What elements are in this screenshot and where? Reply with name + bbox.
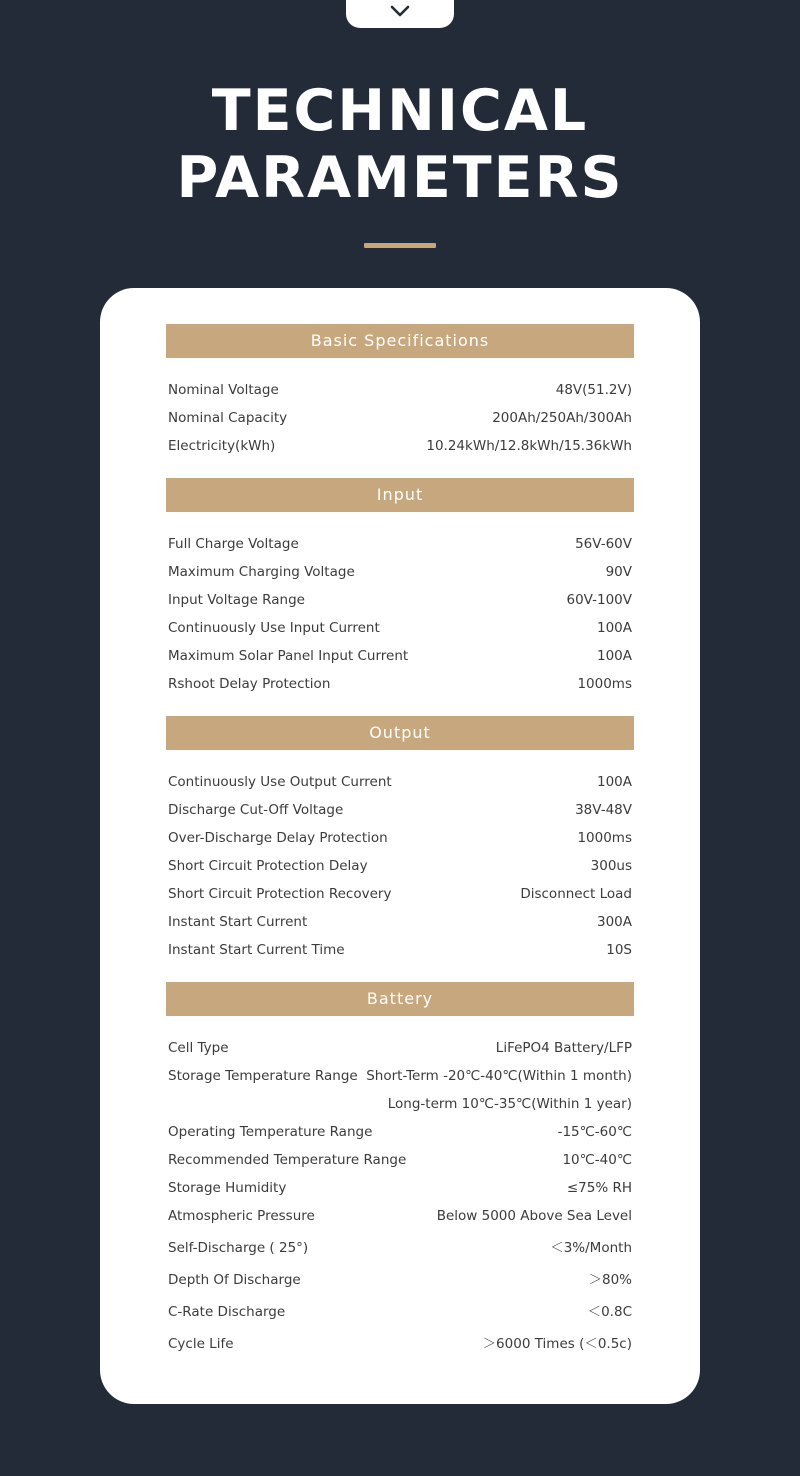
spec-label: Atmospheric Pressure [168,1207,315,1224]
spec-row [166,1262,634,1294]
spec-row [166,614,634,642]
spec-label: Instant Start Current Time [168,941,345,958]
spec-section [166,716,634,964]
spec-row [166,824,634,852]
title-divider [364,243,436,248]
spec-row [166,796,634,824]
spec-row [166,936,634,964]
section-heading: Basic Specifications [166,324,634,358]
spec-row [166,558,634,586]
spec-row [166,642,634,670]
spec-value: 10.24kWh/12.8kWh/15.36kWh [426,437,632,454]
spec-row [166,768,634,796]
spec-value: ≤75% RH [566,1179,632,1196]
spec-row [166,670,634,698]
spec-value: 38V-48V [575,801,632,818]
spec-value: Disconnect Load [520,885,632,902]
spec-row [166,530,634,558]
spec-row [166,1202,634,1230]
spec-value: ＜3%/Month [550,1239,632,1256]
spec-row [166,852,634,880]
spec-value: 10S [606,941,632,958]
spec-row [166,432,634,460]
spec-value: Short-Term -20℃-40℃(Within 1 month) [366,1067,632,1084]
spec-row [166,1230,634,1262]
spec-label: Short Circuit Protection Recovery [168,885,392,902]
spec-label: Maximum Solar Panel Input Current [168,647,409,664]
page-title-block [0,0,800,248]
spec-row [166,1034,634,1062]
spec-label: Electricity(kWh) [168,437,276,454]
spec-label: Instant Start Current [168,913,308,930]
spec-row [166,1174,634,1202]
spec-row [166,404,634,432]
spec-label: Depth Of Discharge [168,1271,301,1288]
section-heading: Battery [166,982,634,1016]
spec-label: Self-Discharge ( 25°) [168,1239,309,1256]
spec-label: Recommended Temperature Range [168,1151,407,1168]
spec-value: 200Ah/250Ah/300Ah [492,409,632,426]
spec-value: 10℃-40℃ [562,1151,632,1168]
spec-value: 300A [596,913,632,930]
spec-section [166,478,634,698]
spec-value: LiFePO4 Battery/LFP [495,1039,632,1056]
top-notch-tab [346,0,454,28]
spec-label: Cell Type [168,1039,229,1056]
spec-label: Continuously Use Output Current [168,773,392,790]
spec-row [166,1118,634,1146]
spec-row [166,1294,634,1326]
spec-value: Long-term 10℃-35℃(Within 1 year) [387,1095,632,1112]
spec-label: Operating Temperature Range [168,1123,373,1140]
spec-label: Storage Humidity [168,1179,287,1196]
chevron-down-icon [389,4,411,18]
spec-label: Discharge Cut-Off Voltage [168,801,344,818]
spec-value: 48V(51.2V) [555,381,632,398]
page-title-line2: PARAMETERS [176,145,624,212]
spec-value: 60V-100V [566,591,632,608]
section-heading: Output [166,716,634,750]
spec-value: ＞6000 Times (＜0.5c) [482,1335,632,1352]
spec-row [166,1326,634,1358]
spec-label: Full Charge Voltage [168,535,299,552]
spec-card [100,288,700,1404]
spec-label: Storage Temperature Range [168,1067,358,1084]
page-title-line1: TECHNICAL [211,78,589,144]
spec-row [166,1062,634,1090]
spec-label: Nominal Capacity [168,409,288,426]
spec-section [166,982,634,1358]
spec-label: Continuously Use Input Current [168,619,380,636]
spec-value: 90V [605,563,632,580]
spec-row [166,586,634,614]
spec-value: 1000ms [577,829,632,846]
spec-label: C-Rate Discharge [168,1303,286,1320]
spec-label: Rshoot Delay Protection [168,675,331,692]
spec-label: Over-Discharge Delay Protection [168,829,388,846]
spec-value: ＞80% [588,1271,632,1288]
spec-label: Short Circuit Protection Delay [168,857,368,874]
spec-value: 1000ms [577,675,632,692]
spec-row [166,376,634,404]
spec-value: Below 5000 Above Sea Level [436,1207,632,1224]
spec-label: Maximum Charging Voltage [168,563,355,580]
spec-value: ＜0.8C [587,1303,632,1320]
spec-value: 100A [596,773,632,790]
spec-value: 100A [596,619,632,636]
spec-sections [166,324,634,1358]
spec-row [166,1090,634,1118]
spec-label: Cycle Life [168,1335,234,1352]
spec-row [166,880,634,908]
spec-label: Input Voltage Range [168,591,305,608]
section-heading: Input [166,478,634,512]
page-title [0,78,800,213]
spec-row [166,908,634,936]
spec-value: 100A [596,647,632,664]
spec-row [166,1146,634,1174]
spec-value: 300us [590,857,632,874]
spec-value: 56V-60V [575,535,632,552]
spec-value: -15℃-60℃ [557,1123,632,1140]
spec-section [166,324,634,460]
spec-label: Nominal Voltage [168,381,279,398]
